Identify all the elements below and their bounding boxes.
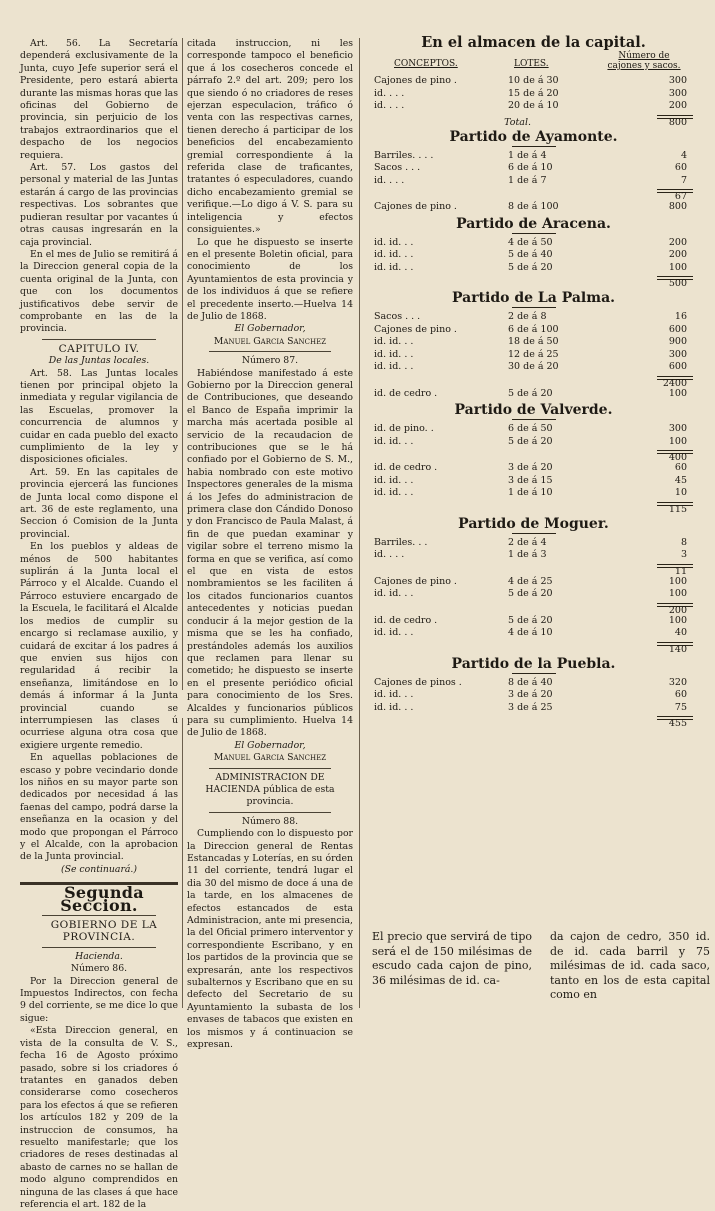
count-cell: 8 bbox=[680, 536, 687, 548]
lot-cell: 5 de á 20 bbox=[508, 588, 553, 599]
count-cell: 7 bbox=[680, 174, 687, 186]
total-row bbox=[366, 640, 701, 654]
concept-cell: Barriles. . . bbox=[374, 536, 428, 548]
count-cell: 300 bbox=[668, 75, 687, 86]
column-two bbox=[187, 38, 353, 1052]
lot-cell: 2 de á 4 bbox=[508, 536, 547, 548]
table-row bbox=[366, 162, 701, 175]
table-row bbox=[366, 324, 701, 337]
lot-cell: 12 de á 25 bbox=[508, 348, 559, 360]
count-cell: 600 bbox=[668, 361, 687, 372]
paragraph: Art. 58. Las Juntas locales tienen por principal objeto la inmediata y regular vigilancia de las Escuelas, promover la concurrencia de alumnos y cuidar en cada pueblo del exacto cumplimiento de la ley y disposiciones oficiales. bbox=[20, 367, 178, 466]
department-heading: ADMINISTRACION DE HACIENDA pública de esta provincia. bbox=[205, 771, 335, 808]
count-cell: 10 bbox=[674, 487, 687, 498]
lot-cell: 5 de á 20 bbox=[508, 614, 553, 626]
lot-cell: 5 de á 20 bbox=[508, 387, 553, 399]
table-row bbox=[366, 349, 701, 362]
total-row bbox=[366, 113, 701, 127]
total-line bbox=[657, 603, 693, 604]
lot-cell: 30 de á 20 bbox=[508, 361, 559, 372]
count-cell: 60 bbox=[674, 462, 687, 473]
lot-cell: 1 de á 7 bbox=[508, 174, 547, 186]
lot-cell: 4 de á 10 bbox=[508, 627, 553, 638]
concept-cell: id. id. . . bbox=[374, 701, 414, 713]
partido-heading: Partido de Ayamonte. bbox=[366, 129, 701, 147]
total-value: 140 bbox=[668, 643, 687, 655]
divider bbox=[42, 947, 156, 948]
table-header bbox=[366, 51, 701, 75]
lot-cell: 5 de á 20 bbox=[508, 435, 553, 447]
lot-cell: 15 de á 20 bbox=[508, 87, 559, 99]
lot-cell: 1 de á 10 bbox=[508, 487, 553, 498]
paragraph: Art. 57. Los gastos del personal y material de las Juntas estarán á cargo de las provincias respectivas. Los sobrantes que pudieran resultar por vacantes ú otras causas ingresarán en la caja provincial. bbox=[20, 162, 178, 248]
paragraph: «Esta Direccion general, en vista de la consulta de V. S., fecha 16 de Agosto próximo pasado, sobre si los criadores ó tratantes en ganados deben considerarse como cosecheros para los efectos á que se refieren los artículos 182 y 209 de la instruccion de consumos, ha resuelto manifestarle; que los criadores de reses destinadas al abasto de carnes no se hallan de modo alguno comprendidos en ninguna de las clases á que hace referencia el art. 182 de la bbox=[20, 1025, 178, 1210]
lot-cell: 3 de á 25 bbox=[508, 701, 553, 713]
table-row bbox=[366, 677, 701, 690]
divider bbox=[42, 915, 156, 916]
count-cell: 3 bbox=[680, 549, 687, 560]
total-line bbox=[657, 189, 693, 190]
concept-cell: id. de cedro . bbox=[374, 387, 438, 399]
total-row bbox=[366, 562, 701, 576]
table-row bbox=[366, 702, 701, 715]
concept-cell: id. id. . . bbox=[374, 261, 414, 273]
signature-name: Manuel Garcia Sanchez bbox=[213, 335, 327, 347]
paragraph: En los pueblos y aldeas de ménos de 500 habitantes suplirán á la Junta local el Párroco y el Alcalde. Cuando el Párroco estuviere encargado de la Escuela, le facilitará el Alcalde los medios de cumplir su encargo si reclamase auxilio, y cuidará de excitar á los padres á que envien sus hijos con regularidad á recibir la enseñanza, limitándose en lo demás á informar á la Junta provincial cuando se interrumpiesen las clases ú ocurriese alguna otra cosa que exigiere urgente remedio. bbox=[20, 541, 178, 751]
column-rule-2 bbox=[359, 38, 360, 1008]
lot-cell: 2 de á 8 bbox=[508, 311, 547, 322]
concept-cell: Cajones de pinos . bbox=[374, 676, 462, 688]
header-conceptos: CONCEPTOS. bbox=[394, 59, 458, 69]
concept-cell: id. . . . bbox=[374, 87, 405, 99]
total-line bbox=[657, 564, 693, 565]
count-cell: 300 bbox=[668, 348, 687, 360]
count-cell: 60 bbox=[674, 162, 687, 173]
paragraph: Art. 59. En las capitales de provincia ejercerá las funciones de Junta local como dispone el art. 36 de este reglamento, una Seccion ó Comision de la Junta provincial. bbox=[20, 466, 178, 540]
paragraph: Por la Direccion general de Impuestos Indirectos, con fecha 9 del corriente, se me dice lo que sigue: bbox=[20, 975, 178, 1024]
table-row bbox=[366, 689, 701, 702]
concept-cell: id. id. . . bbox=[374, 689, 414, 700]
count-cell: 100 bbox=[668, 575, 687, 587]
table-row bbox=[366, 462, 701, 475]
column-rule-3 bbox=[182, 718, 183, 1008]
count-cell: 100 bbox=[668, 588, 687, 599]
partido-heading: Partido de Aracena. bbox=[366, 216, 701, 234]
auction-table bbox=[366, 34, 701, 728]
table-body bbox=[366, 75, 701, 728]
concept-cell: id. . . . bbox=[374, 174, 405, 186]
subsection-title: Hacienda. bbox=[75, 950, 123, 962]
total-row bbox=[366, 187, 701, 201]
partido-heading: Partido de la Puebla. bbox=[366, 656, 701, 674]
total-value: 800 bbox=[668, 116, 687, 128]
lot-cell: 5 de á 20 bbox=[508, 261, 553, 273]
total-line bbox=[657, 115, 693, 116]
concept-cell: id. de cedro . bbox=[374, 462, 438, 473]
signature-name: Manuel Garcia Sanchez bbox=[213, 752, 327, 764]
total-line bbox=[657, 276, 693, 277]
table-row bbox=[366, 549, 701, 562]
total-row bbox=[366, 601, 701, 615]
lot-cell: 3 de á 15 bbox=[508, 474, 553, 486]
concept-cell: id. id. . . bbox=[374, 627, 414, 638]
concept-cell: id. id. . . bbox=[374, 487, 414, 498]
table-row bbox=[366, 388, 701, 401]
item-number: Número 87. bbox=[241, 355, 299, 367]
total-line bbox=[657, 450, 693, 451]
department-heading: GOBIERNO DE LA PROVINCIA. bbox=[50, 919, 158, 944]
divider bbox=[42, 339, 156, 340]
count-cell: 100 bbox=[668, 261, 687, 273]
count-cell: 300 bbox=[668, 87, 687, 99]
table-row bbox=[366, 537, 701, 550]
total-value: 200 bbox=[668, 604, 687, 616]
table-row bbox=[366, 336, 701, 349]
concept-cell: Cajones de pino . bbox=[374, 323, 457, 335]
concept-cell: id. id. . . bbox=[374, 348, 414, 360]
signature-title: El Gobernador, bbox=[234, 323, 306, 335]
table-row bbox=[366, 361, 701, 374]
total-row bbox=[366, 374, 701, 388]
chapter-heading: CAPITULO IV. bbox=[58, 342, 140, 355]
count-cell: 60 bbox=[674, 689, 687, 700]
lot-cell: 3 de á 20 bbox=[508, 462, 553, 473]
total-line bbox=[657, 716, 693, 717]
table-row bbox=[366, 100, 701, 113]
table-row bbox=[366, 175, 701, 188]
lot-cell: 8 de á 100 bbox=[508, 201, 559, 212]
table-row bbox=[366, 150, 701, 163]
paragraph: Art. 56. La Secretaría dependerá exclusivamente de la Junta, cuyo Jefe superior será el Presidente, pero estará abierta durante las mismas horas que las oficinas del Gobierno de provincia, sin perjuicio de los trabajos extraordinarios que el despacho de los negocios requiera. bbox=[20, 38, 178, 161]
total-row bbox=[366, 448, 701, 462]
concept-cell: id. . . . bbox=[374, 100, 405, 111]
count-cell: 200 bbox=[668, 249, 687, 260]
column-one bbox=[20, 38, 178, 1211]
concept-cell: Sacos . . . bbox=[374, 162, 421, 173]
count-cell: 40 bbox=[674, 627, 687, 638]
lot-cell: 5 de á 40 bbox=[508, 249, 553, 260]
paragraph: Habiéndose manifestado á este Gobierno por la Direccion general de Contribuciones, que deseando el Banco de España imprimir la marcha más acertada posible al servicio de la recaudacion de contribuciones que se le há confiado por el Gobierno de S. M., habia nombrado con este motivo Inspectores generales de la misma á los Jefes do administracion de primera clase don Cándido Donoso y don Francisco de Paula Malast, á fin de que puedan examinar y vigilar sobre el terreno mismo la forma en que se verifica, así como el que en vista de estos nombramientos se les faciliten á los citados funcionarios cuantos antecedentes y noticias puedan conducir á la mejor gestion de la misma que se les ha confiado, prestándoles además los auxilios que reclamen para llenar su cometido; he dispuesto se inserte en el presente periódico oficial para conocimiento de los Sres. Alcaldes y funcionarios públicos para su cumplimiento. Huelva 14 de Julio de 1868. bbox=[187, 367, 353, 739]
total-row bbox=[366, 274, 701, 288]
count-cell: 900 bbox=[668, 336, 687, 347]
table-row bbox=[366, 88, 701, 101]
item-number: Número 88. bbox=[241, 815, 299, 827]
count-cell: 45 bbox=[674, 474, 687, 486]
lot-cell: 1 de á 3 bbox=[508, 549, 547, 560]
count-cell: 600 bbox=[668, 323, 687, 335]
total-value: 400 bbox=[668, 452, 687, 463]
table-row bbox=[366, 249, 701, 262]
concept-cell: id. id. . . bbox=[374, 336, 414, 347]
partido-heading: Partido de Valverde. bbox=[366, 402, 701, 420]
table-row bbox=[366, 423, 701, 436]
concept-cell: id. id. . . bbox=[374, 435, 414, 447]
count-cell: 320 bbox=[668, 676, 687, 688]
header-numero: Número de cajones y sacos. bbox=[607, 51, 681, 71]
lot-cell: 6 de á 10 bbox=[508, 162, 553, 173]
lot-cell: 20 de á 10 bbox=[508, 100, 559, 111]
total-value: 11 bbox=[674, 565, 687, 577]
lot-cell: 4 de á 25 bbox=[508, 575, 553, 587]
total-value: 455 bbox=[668, 718, 687, 729]
table-row bbox=[366, 262, 701, 275]
partido-heading: Partido de La Palma. bbox=[366, 290, 701, 308]
total-line bbox=[657, 502, 693, 503]
concept-cell: Barriles. . . . bbox=[374, 149, 434, 161]
lot-cell: 8 de á 40 bbox=[508, 676, 553, 688]
item-number: Número 86. bbox=[70, 963, 128, 975]
divider bbox=[209, 768, 331, 769]
column-rule-1 bbox=[182, 38, 183, 690]
lot-cell: 6 de á 50 bbox=[508, 423, 553, 434]
total-row bbox=[366, 714, 701, 728]
lot-cell: 1 de á 4 bbox=[508, 149, 547, 161]
divider bbox=[209, 812, 331, 813]
table-title: En el almacen de la capital. bbox=[421, 34, 646, 51]
concept-cell: Cajones de pino . bbox=[374, 201, 457, 212]
paragraph: citada instruccion, ni les corresponde tampoco el beneficio que á los cosecheros concede el párrafo 2.º del art. 209; pero los que siendo ó no criadores de reses ejerzan especulacion, tráfico ó venta con las respectivas carnes, tienen derecho á participar de los beneficios del encabezamiento gremial correspondiente á la referida clase de traficantes, tratantes ó especuladores, cuando dicho encabezamiento gremial se verifique.—Lo digo á V. S. para su inteligencia y efectos consiguientes.» bbox=[187, 38, 353, 236]
count-cell: 200 bbox=[668, 100, 687, 111]
concept-cell: Cajones de pino . bbox=[374, 75, 457, 86]
concept-cell: id. id. . . bbox=[374, 249, 414, 260]
count-cell: 100 bbox=[668, 387, 687, 399]
divider bbox=[209, 351, 331, 352]
chapter-subtitle: De las Juntas locales. bbox=[48, 355, 150, 367]
header-lotes: LOTES. bbox=[514, 59, 549, 69]
concept-cell: id. id. . . bbox=[374, 361, 414, 372]
table-row bbox=[366, 311, 701, 324]
table-row bbox=[366, 627, 701, 640]
paragraph: En el mes de Julio se remitirá á la Direccion general copia de la cuenta original de la Junta, con que con los documentos justificativos debe servir de comprobante en las de la provincia. bbox=[20, 248, 178, 335]
table-row bbox=[366, 75, 701, 88]
count-cell: 800 bbox=[668, 201, 687, 212]
paragraph: En aquellas poblaciones de escaso y pobre vecindario donde los niños en su mayor parte son dedicados por necesidad á las faenas del campo, podrá darse la enseñanza en la ocasion y del modo que propongan el Párroco y el Alcalde, con la aprobacion de la Junta provincial. bbox=[20, 752, 178, 863]
table-row bbox=[366, 237, 701, 250]
concept-cell: id. de pino. . bbox=[374, 423, 434, 434]
table-row bbox=[366, 201, 701, 214]
total-value: 500 bbox=[668, 278, 687, 289]
count-cell: 75 bbox=[674, 701, 687, 713]
concept-cell: Sacos . . . bbox=[374, 311, 421, 322]
total-label: Total. bbox=[504, 116, 531, 128]
count-cell: 4 bbox=[680, 149, 687, 161]
section-title: Segunda Seccion. bbox=[60, 883, 144, 915]
total-value: 2400 bbox=[662, 377, 687, 389]
table-row bbox=[366, 475, 701, 488]
concept-cell: id. de cedro . bbox=[374, 614, 438, 626]
lot-cell: 3 de á 20 bbox=[508, 689, 553, 700]
total-line bbox=[657, 376, 693, 377]
concept-cell: id. id. . . bbox=[374, 236, 414, 248]
count-cell: 100 bbox=[668, 614, 687, 626]
partido-heading: Partido de Moguer. bbox=[366, 516, 701, 534]
total-line bbox=[657, 642, 693, 643]
count-cell: 300 bbox=[668, 423, 687, 434]
lot-cell: 4 de á 50 bbox=[508, 236, 553, 248]
continued-note: (Se continuará.) bbox=[60, 863, 138, 875]
table-row bbox=[366, 615, 701, 628]
paragraph: Cumpliendo con lo dispuesto por la Direccion general de Rentas Estancadas y Loterías, en su órden 11 del corriente, tendrá lugar el dia 30 del mismo de doce á una de la tarde, en los almacenes de efectos estancados de esta Administracion, ante mi presencia, la del Oficial primero interventor y correspondiente Escribano, y en los partidos de la provincia que se expresarán, ante los respectivos subalternos y Escribano que en su defecto del Secretario de su Ayuntamiento la subasta de los envases de tabacos que existen en los mismos y á continuacion se expresan. bbox=[187, 828, 353, 1051]
lot-cell: 10 de á 30 bbox=[508, 75, 559, 86]
paragraph: Lo que he dispuesto se inserte en el presente Boletin oficial, para conocimiento de los Ayuntamientos de esta provincia y de los individuos á que se refiere el precedente inserto.—Huelva 14 de Julio de 1868. bbox=[187, 236, 353, 322]
signature-title: El Gobernador, bbox=[234, 739, 306, 751]
total-row bbox=[366, 500, 701, 514]
table-row bbox=[366, 588, 701, 601]
lot-cell: 18 de á 50 bbox=[508, 336, 559, 347]
concept-cell: id. id. . . bbox=[374, 588, 414, 599]
table-row bbox=[366, 576, 701, 589]
table-row bbox=[366, 487, 701, 500]
count-cell: 100 bbox=[668, 435, 687, 447]
total-value: 67 bbox=[674, 191, 687, 202]
count-cell: 16 bbox=[674, 311, 687, 322]
lot-cell: 6 de á 100 bbox=[508, 323, 559, 335]
concept-cell: id. id. . . bbox=[374, 474, 414, 486]
total-value: 115 bbox=[668, 503, 687, 515]
price-note-left: El precio que servirá de tipo será el de 150 milésimas de escudo cada cajon de pino, 36 milésimas de id. ca- bbox=[372, 930, 532, 987]
table-row bbox=[366, 436, 701, 449]
count-cell: 200 bbox=[668, 236, 687, 248]
concept-cell: id. . . . bbox=[374, 549, 405, 560]
concept-cell: Cajones de pino . bbox=[374, 575, 457, 587]
price-note-right: da cajon de cedro, 350 id. de id. cada barril y 75 milésimas de id. cada saco, tanto en los de esta capital como en bbox=[550, 930, 710, 1001]
